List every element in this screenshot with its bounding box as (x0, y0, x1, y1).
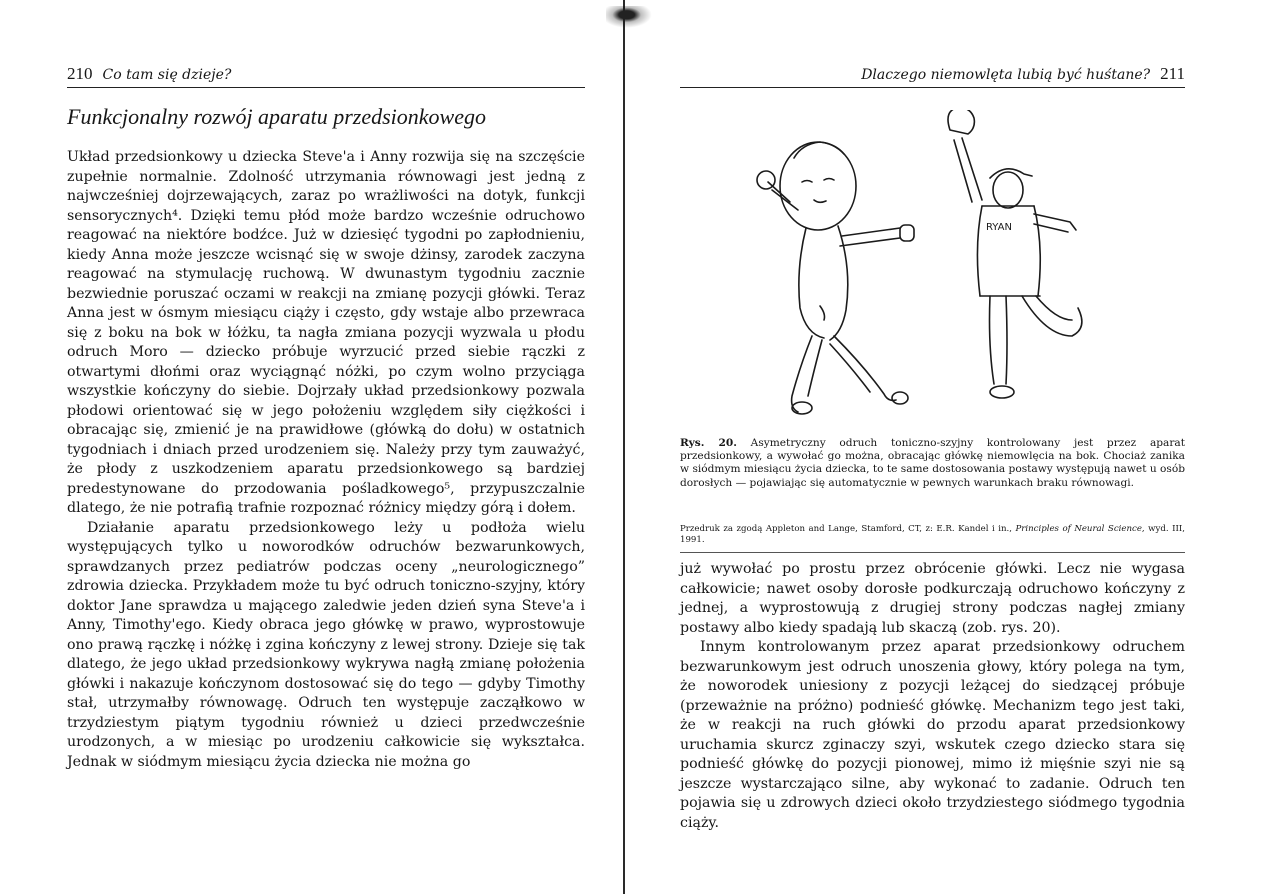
left-running-header (67, 64, 585, 86)
binding-shadow (606, 6, 652, 28)
right-paragraph-1: już wywołać po prostu przez obrócenie główki. Lecz nie wygasa całkowicie; nawet osoby dorosłe podkurczają odruchowo kończyny z jednej, a wyprostowują z drugiej strony podczas nagłej zmiany postawy albo kiedy spadają lub skaczą (zob. rys. 20). (680, 561, 1185, 636)
left-paragraph-2: Działanie aparatu przedsionkowego leży u podłoża wielu występujących tylko u noworodków odruchów bezwarunkowych, sprawdzanych przez pediatrów podczas oceny „neurologicznego” zdrowia dziecka. Przykładem może tu być odruch toniczno-szyjny, który doktor Jane sprawdza u mającego zaledwie jeden dzień syna Steve'a i Anny, Timothy'ego. Kiedy obraca jego główkę w prawo, wyprostowuje ono prawą rączkę i nóżkę i zgina kończyny z lewej strony. Dzieje się tak dlatego, że jego układ przedsionkowy wykrywa nagłą zmianę położenia główki i nakazuje kończynom dostosować się do tego — gdyby Timothy stał, utrzymałby równowagę. Odruch ten występuje zacząłkowo w trzydziestym piątym tygodniu również u dzieci przedwcześnie urodzonych, a w miesiąc po urodzeniu całkowicie się wykształca. Jednak w siódmym miesiącu życia dziecka nie można go (67, 519, 585, 770)
left-page-number: 210 (67, 64, 93, 83)
figure-caption (680, 437, 1185, 490)
left-header-title: Co tam się dzieje? (102, 67, 232, 83)
figure-credit-prefix: Przedruk za zgodą Appleton and Lange, Stamford, CT, z: E.R. Kandel i in., (680, 524, 1016, 534)
figure-caption-text: Asymetryczny odruch toniczno-szyjny kontrolowany jest przez aparat przedsionkowy, a wywołać go można, obracając główkę niemowlęcia na bok. Chociaż zanika w siódmym miesiącu życia dziecka, to te same dostosowania postawy występują nawet u osób dorosłych — pojawiając się automatycznie w pewnych warunkach braku równowagi. (680, 437, 1185, 489)
right-paragraph-2: Innym kontrolowanym przez aparat przedsionkowy odruchem bezwarunkowym jest odruch unoszenia głowy, który polega na tym, że noworodek uniesiony z pozycji leżącej do siedzącej próbuje (przeważnie na próżno) podnieść główkę. Mechanizm tego jest taki, że w reakcji na ruch główki do przodu aparat przedsionkowy uruchamia skurcz zginaczy szyi, wskutek czego dziecko stara się podnieść główkę do pozycji pionowej, mimo iż mięśnie szyi nie są jeszcze wystarczająco silne, aby wykonać to zadanie. Odruch ten pojawia się u zdrowych dzieci około trzydziestego siódmego tygodnia ciąży. (680, 639, 1185, 831)
jersey-lettering: RYAN (986, 222, 1012, 233)
right-page-number: 211 (1160, 64, 1185, 83)
section-title: Funkcjonalny rozwój aparatu przedsionkowego (67, 104, 486, 129)
right-running-header (680, 64, 1185, 86)
figure-separator (680, 552, 1185, 553)
right-body-text (680, 560, 1185, 833)
baby-drawing (757, 142, 914, 414)
figure-credit-suffix: , wyd. III, 1991. (680, 524, 1185, 545)
left-paragraph-1: Układ przedsionkowy u dziecka Steve'a i Anny rozwija się na szczęście zupełnie normalnie. Zdolność utrzymania równowagi jest jedną z najwcześniej dojrzewających, zaraz po wrażliwości na dotyk, funkcji sensorycznych⁴. Dzięki temu płód może bardzo wcześnie odruchowo reagować na niektóre bodźce. Już w dziesięć tygodni po zapłodnieniu, kiedy Anna może jeszcze wcisnąć się w swoje dżinsy, zarodek zaczyna reagować na stymulację ruchową. W dwunastym tygodniu zacznie bezwiednie poruszać oczami w reakcji na zmianę pozycji główki. Teraz Anna jest w ósmym miesiącu ciąży i często, gdy wstaje albo przewraca się z boku na bok w łóżku, ta nagła zmiana pozycji wyzwala u płodu odruch Moro — dziecko próbuje wyrzucić przed siebie rączki z otwartymi dłońmi oraz wyciągnąć nóżki, po czym wolno przyciąga wszystkie kończyny do siebie. Dojrzały układ przedsionkowy pozwala płodowi orientować się w jego położeniu względem siły ciężkości i obracając się, zmienić je na prawidłowe (główką do dołu) w ostatnich tygodniach i dniach przed urodzeniem się. Należy przy tym zauważyć, że płody z uszkodzeniem aparatu przedsionkowego są bardziej predestynowane do przodowania pośladkowego⁵, przypuszczalnie dlatego, że nie potrafią trafnie rozpoznać różnicy między górą i dołem. (67, 149, 585, 516)
figure-label: Rys. 20. (680, 437, 737, 449)
figure-credit (680, 524, 1185, 546)
left-body-text (67, 148, 585, 772)
figure-illustration (750, 110, 1130, 420)
right-header-title: Dlaczego niemowlęta lubią być huśtane? (861, 67, 1151, 83)
right-header-rule (680, 87, 1185, 88)
figure-credit-title: Principles of Neural Science (1015, 524, 1142, 534)
left-header-rule (67, 87, 585, 88)
book-spine (623, 0, 625, 894)
baseball-player-drawing (948, 110, 1082, 398)
